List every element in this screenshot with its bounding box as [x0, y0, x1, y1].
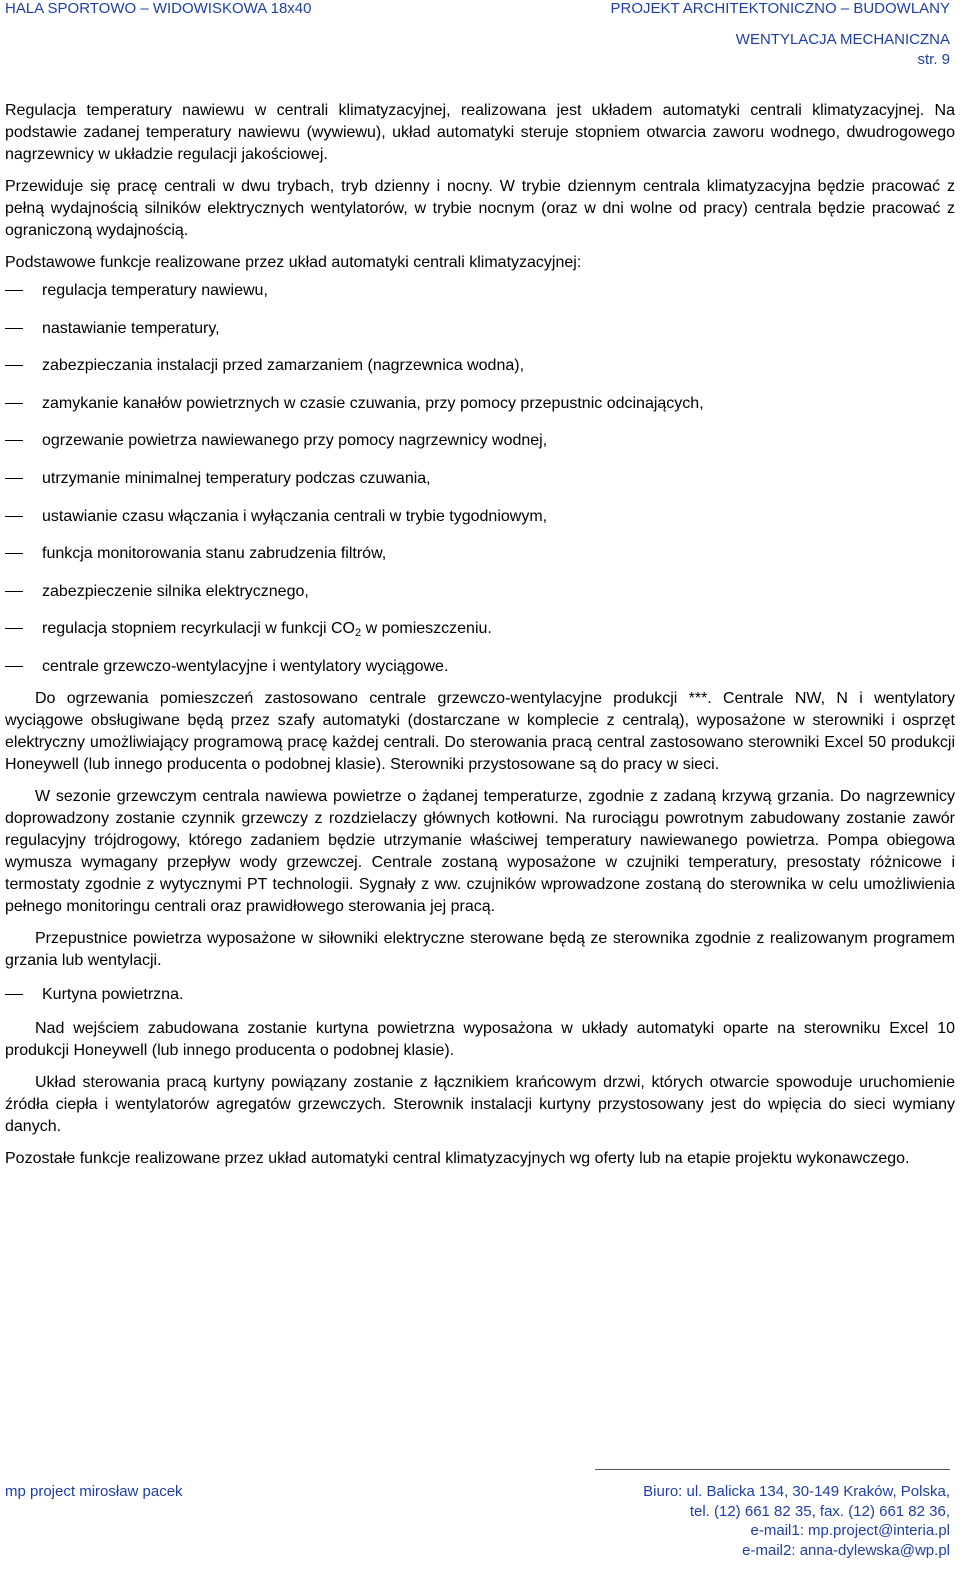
- paragraph-heating-units: Do ogrzewania pomieszczeń zastosowano centrale grzewczo-wentylacyjne produkcji ***. Centrale NW, N i wentylatory wyciągowe obsługiwane będą przez szafy automatyki (dostarczane w komplecie z centralą), wyposażone w sterowniki i osprzęt elektryczny umożliwiający programową pracę każdej centrali. Do sterowania pracą central zastosowano sterowniki Excel 50 produkcji Honeywell (lub innego producenta o podobnej klasie). Sterowniki przystosowane są do pracy w sieci.: [5, 689, 955, 773]
- list-item: utrzymanie minimalnej temperatury podczas czuwania,: [5, 468, 955, 506]
- list-item: zabezpieczania instalacji przed zamarzaniem (nagrzewnica wodna),: [5, 355, 955, 393]
- list-item: zabezpieczenie silnika elektrycznego,: [5, 581, 955, 619]
- list-item: ustawianie czasu włączania i wyłączania centrali w trybie tygodniowym,: [5, 506, 955, 544]
- footer-phone: tel. (12) 661 82 35, fax. (12) 661 82 36,: [689, 1502, 950, 1520]
- page-number: str. 9: [917, 51, 950, 68]
- list-item: regulacja temperatury nawiewu,: [5, 280, 955, 318]
- list-item: centrale grzewczo-wentylacyjne i wentylatory wyciągowe.: [5, 656, 955, 688]
- dash-bullet-icon: [5, 403, 23, 404]
- dash-bullet-icon: [5, 591, 23, 592]
- footer-company: mp project mirosław pacek: [5, 1483, 183, 1500]
- list-item: zamykanie kanałów powietrznych w czasie czuwania, przy pomocy przepustnic odcinających,: [5, 393, 955, 431]
- header-project-type: PROJEKT ARCHITEKTONICZNO – BUDOWLANY: [610, 0, 950, 17]
- list-item: nastawianie temperatury,: [5, 318, 955, 356]
- paragraph-air-curtain: Nad wejściem zabudowana zostanie kurtyna powietrzna wyposażona w układy automatyki oparte na sterowniku Excel 10 produkcji Honeywell (lub innego producenta o podobnej klasie).: [5, 1019, 955, 1059]
- paragraph-temperature-regulation: Regulacja temperatury nawiewu w centrali klimatyzacyjnej, realizowana jest układem automatyki centrali klimatyzacyjnej. Na podstawie zadanej temperatury nawiewu (wywiewu), układ automatyki steruje stopniem otwarcia zaworu wodnego, dwudrogowego nagrzewnicy w układzie regulacji jakościowej.: [5, 102, 955, 163]
- dash-bullet-icon: [5, 516, 23, 517]
- dash-bullet-icon: [5, 628, 23, 629]
- dash-bullet-icon: [5, 994, 23, 995]
- dash-bullet-icon: [5, 440, 23, 441]
- document-body: [5, 100, 955, 1170]
- footer-contact: [643, 1482, 950, 1560]
- paragraph-functions-intro: Podstawowe funkcje realizowane przez układ automatyki centrali klimatyzacyjnej:: [5, 254, 582, 271]
- paragraph-operating-modes: Przewiduje się pracę centrali w dwu trybach, tryb dzienny i nocny. W trybie dziennym centrala klimatyzacyjna będzie pracować z pełną wydajnością silników elektrycznych wentylatorów, w trybie nocnym (oraz w dni wolne od pracy) centrala będzie pracować z ograniczoną wydajnością.: [5, 178, 955, 239]
- footer-email1: e-mail1: mp.project@interia.pl: [750, 1522, 950, 1540]
- paragraph-other-functions: Pozostałe funkcje realizowane przez układ automatyki central klimatyzacyjnych wg oferty lub na etapie projektu wykonawczego.: [5, 1149, 910, 1167]
- dash-bullet-icon: [5, 553, 23, 554]
- dash-bullet-icon: [5, 365, 23, 366]
- air-curtain-heading: Kurtyna powietrzna.: [5, 984, 955, 1006]
- list-item-co2: regulacja stopniem recyrkulacji w funkcji $CO_2$ w pomieszczeniu.: [5, 618, 955, 656]
- paragraph-air-curtain-control: Układ sterowania pracą kurtyny powiązany zostanie z łącznikiem krańcowym drzwi, których otwarcie spowoduje uruchomienie źródła ciepła i wentylatorów agregatów grzewczych. Sterownik instalacji kurtyny przystosowany jest do wpięcia do sieci wymiany danych.: [5, 1073, 955, 1135]
- automation-functions-list: [5, 280, 955, 688]
- dash-bullet-icon: [5, 478, 23, 479]
- header-section: WENTYLACJA MECHANICZNA: [735, 31, 950, 48]
- list-item: funkcja monitorowania stanu zabrudzenia filtrów,: [5, 543, 955, 581]
- paragraph-dampers: Przepustnice powietrza wyposażone w siłowniki elektryczne sterowane będą ze sterownika zgodnie z realizowanym programem grzania lub wentylacji.: [5, 929, 955, 969]
- footer-divider: [595, 1469, 950, 1470]
- footer-address: Biuro: ul. Balicka 134, 30-149 Kraków, Polska,: [643, 1483, 950, 1500]
- list-item: ogrzewanie powietrza nawiewanego przy pomocy nagrzewnicy wodnej,: [5, 430, 955, 468]
- dash-bullet-icon: [5, 290, 23, 291]
- dash-bullet-icon: [5, 666, 23, 667]
- footer-email2: e-mail2: anna-dylewska@wp.pl: [742, 1541, 950, 1559]
- paragraph-heating-season: W sezonie grzewczym centrala nawiewa powietrze o żądanej temperaturze, zgodnie z zadaną krzywą grzania. Do nagrzewnicy doprowadzony zostanie czynnik grzewczy z rozdzielaczy głównych kotłowni. Na rurociągu powrotnym zabudowany zostanie zawór regulacyjny trójdrogowy, którego zadaniem będzie utrzymanie właściwej temperatury nawiewanego powietrza. Pompa obiegowa wymusza wymagany przepływ wody grzewczej. Centrale zostaną wyposażone w czujniki temperatury, presostaty różnicowe i termostaty zgodnie z wytycznymi PT technologii. Sygnały z ww. czujników wprowadzone zostaną do sterownika w celu umożliwienia pełnego monitoringu centrali oraz prawidłowego sterowania jej pracą.: [5, 787, 955, 915]
- header-project-title: HALA SPORTOWO – WIDOWISKOWA 18x40: [5, 0, 312, 17]
- dash-bullet-icon: [5, 328, 23, 329]
